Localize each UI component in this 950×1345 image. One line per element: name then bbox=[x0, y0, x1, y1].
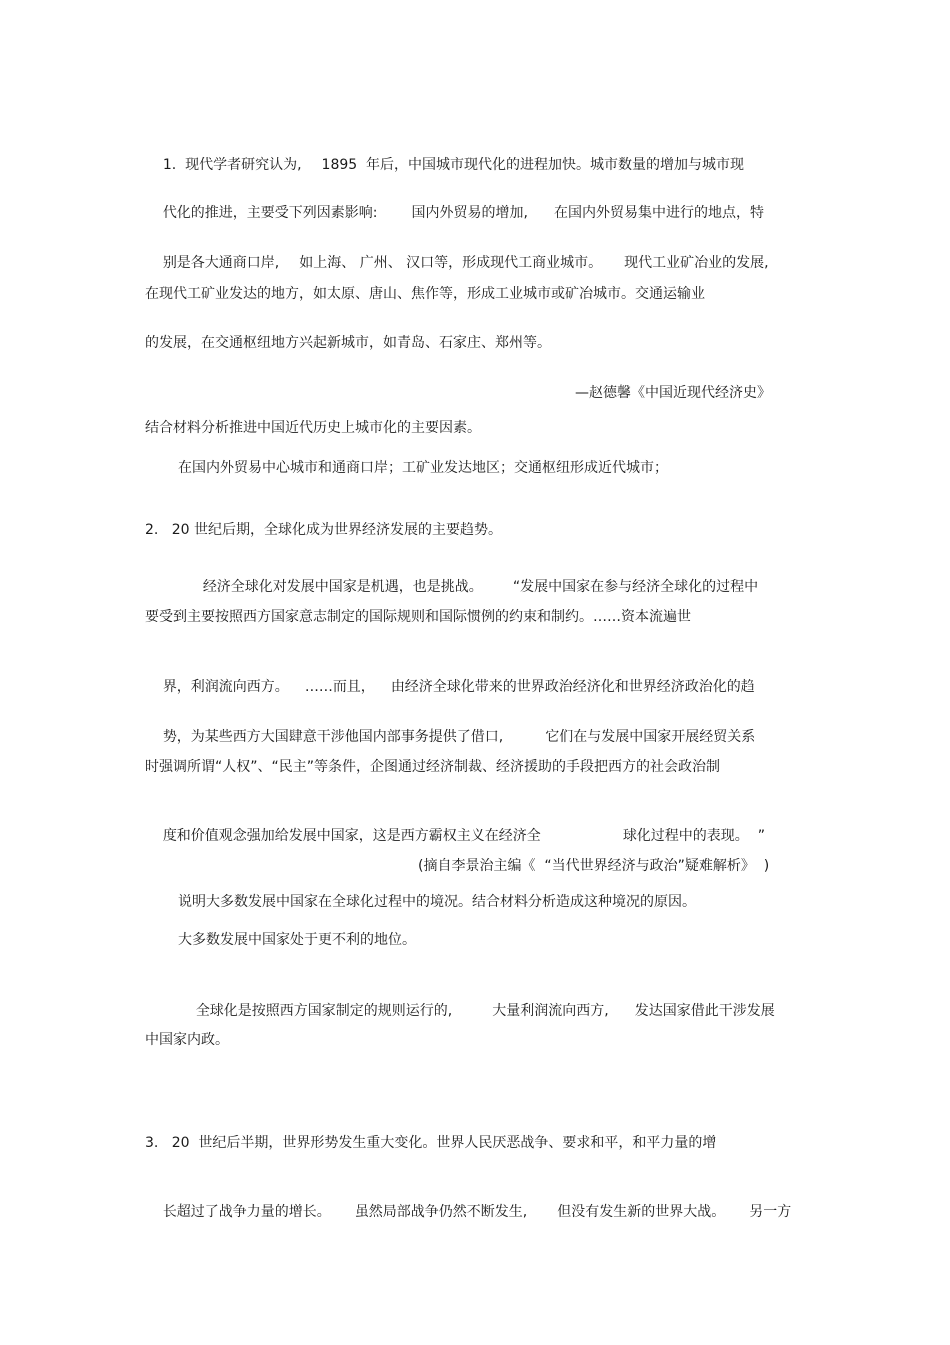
q2-answer-2-a: 全球化是按照西方国家制定的规则运行的, bbox=[195, 1003, 453, 1019]
q2-line-6-a: 度和价值观念强加给发展中国家，这是西方霸权主义在经济全 bbox=[162, 828, 541, 844]
q3-line-2-d: 另一方 bbox=[749, 1204, 792, 1220]
q2-line-3-b: ……而且， bbox=[304, 679, 375, 695]
q2-answer-2-c: 发达国家借此干涉发展 bbox=[634, 1003, 775, 1019]
q2-intro: 2. 20 世纪后期，全球化成为世界经济发展的主要趋势。 bbox=[145, 522, 502, 538]
q2-answer-2-b: 大量利润流向西方, bbox=[492, 1003, 609, 1019]
q2-line-2: 要受到主要按照西方国家意志制定的国际规则和国际惯例的约束和制约。……资本流遍世 bbox=[145, 609, 691, 625]
q1-line-3-b: 如上海、 广州、 汉口等，形成现代工商业城市。 bbox=[299, 255, 603, 271]
q1-line-1-a: 1. 现代学者研究认为, bbox=[162, 157, 302, 173]
q2-line-4-b: 它们在与发展中国家开展经贸关系 bbox=[545, 729, 756, 745]
q2-line-6-b: 球化过程中的表现。 ” bbox=[622, 828, 765, 844]
q1-question: 结合材料分析推进中国近代历史上城市化的主要因素。 bbox=[145, 420, 481, 436]
q1-line-3-a: 别是各大通商口岸, bbox=[162, 255, 280, 271]
q2-line-1-a: 经济全球化对发展中国家是机遇，也是挑战。 bbox=[202, 579, 483, 595]
q2-line-1-b: “发展中国家在参与经济全球化的过程中 bbox=[512, 579, 759, 595]
q1-line-2-a: 代化的推进，主要受下列因素影响: bbox=[162, 205, 378, 221]
q2-line-3-a: 界，利润流向西方。 bbox=[162, 679, 289, 695]
q1-line-5: 的发展，在交通枢纽地方兴起新城市，如青岛、石家庄、郑州等。 bbox=[145, 335, 551, 351]
q2-source: (摘自李景治主编《 “当代世界经济与政治”疑难解析》 ) bbox=[418, 858, 770, 874]
q1-line-3-c: 现代工业矿冶业的发展, bbox=[624, 255, 769, 271]
q3-line-2-a: 长超过了战争力量的增长。 bbox=[162, 1204, 331, 1220]
q1-line-2-c: 在国内外贸易集中进行的地点，特 bbox=[553, 205, 764, 221]
q3-line-2 bbox=[145, 1182, 791, 1242]
q1-line-2-b: 国内外贸易的增加, bbox=[411, 205, 528, 221]
q2-line-4-a: 势，为某些西方大国肆意干涉他国内部事务提供了借口, bbox=[162, 729, 504, 745]
q2-question: 说明大多数发展中国家在全球化过程中的境况。结合材料分析造成这种境况的原因。 bbox=[178, 894, 696, 910]
q1-source: —赵德馨《中国近现代经济史》 bbox=[575, 385, 771, 401]
q2-answer-2 bbox=[178, 981, 775, 1041]
q3-line-2-b: 虽然局部战争仍然不断发生, bbox=[354, 1204, 528, 1220]
q3-line-1: 3. 20 世纪后半期，世界形势发生重大变化。世界人民厌恶战争、要求和平，和平力量的增 bbox=[145, 1135, 717, 1151]
q2-answer-3: 中国家内政。 bbox=[145, 1032, 229, 1048]
q1-answer: 在国内外贸易中心城市和通商口岸；工矿业发达地区；交通枢纽形成近代城市； bbox=[178, 460, 668, 476]
q1-line-1-b: 1895 年后，中国城市现代化的进程加快。城市数量的增加与城市现 bbox=[321, 157, 745, 173]
q3-line-2-c: 但没有发生新的世界大战。 bbox=[557, 1204, 726, 1220]
q2-line-3-c: 由经济全球化带来的世界政治经济化和世界经济政治化的趋 bbox=[390, 679, 755, 695]
q2-line-5: 时强调所谓“人权”、“民主”等条件，企图通过经济制裁、经济援助的手段把西方的社会政治制 bbox=[145, 759, 721, 775]
q1-line-4: 在现代工矿业发达的地方，如太原、唐山、焦作等，形成工业城市或矿冶城市。交通运输业 bbox=[145, 286, 705, 302]
q2-answer-1: 大多数发展中国家处于更不利的地位。 bbox=[178, 932, 416, 948]
